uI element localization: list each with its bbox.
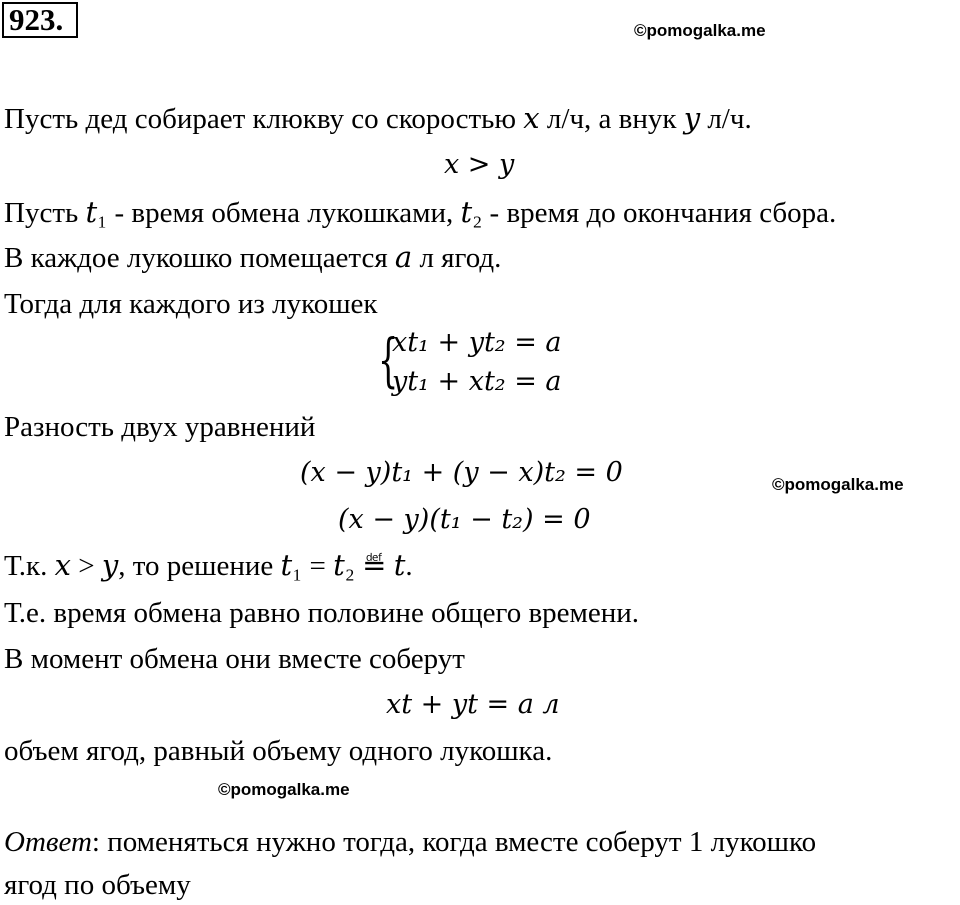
answer-line (4, 825, 816, 859)
watermark: ©pomogalka.me (772, 475, 904, 494)
formula-factored: (𝑥 − 𝑦)(𝑡₁ − 𝑡₂) = 0 (338, 504, 591, 535)
watermark: ©pomogalka.me (218, 780, 350, 799)
text-line-difference: Разность двух уравнений (4, 411, 316, 443)
watermark: ©pomogalka.me (634, 21, 766, 40)
text-line-together: В момент обмена они вместе соберут (4, 643, 465, 675)
formula-difference: (𝑥 − 𝑦)𝑡₁ + (𝑦 − 𝑥)𝑡₂ = 0 (300, 457, 623, 488)
text-line-volume: объем ягод, равный объему одного лукошка. (4, 735, 553, 767)
text-line-solution: Т.к. 𝑥 > 𝑦, то решение 𝑡₁ = 𝑡₂ ≝ 𝑡. (4, 550, 413, 582)
text-line-half-time: Т.е. время обмена равно половине общего времени. (4, 597, 640, 629)
system-brace: { (378, 326, 399, 394)
answer-label: Ответ (4, 826, 92, 858)
formula-inequality: 𝑥 > 𝑦 (444, 149, 515, 180)
text-line-speeds: Пусть дед собирает клюкву со скоростью 𝑥 л/ч, а внук 𝑦 л/ч. (4, 103, 752, 135)
system-equation-1: 𝑥𝑡₁ + 𝑦𝑡₂ = 𝑎 (392, 327, 562, 358)
text-line-times: Пусть 𝑡₁ - время обмена лукошками, 𝑡₂ - время до окончания сбора. (4, 197, 837, 229)
text-line-capacity: В каждое лукошко помещается 𝑎 л ягод. (4, 242, 502, 274)
answer-line-2: ягод по объему (4, 869, 191, 901)
answer-text: : поменяться нужно тогда, когда вместе соберут 1 лукошко (91, 826, 817, 858)
text-line-each-basket: Тогда для каждого из лукошек (4, 288, 378, 320)
formula-total: 𝑥𝑡 + 𝑦𝑡 = 𝑎 л (386, 689, 560, 720)
problem-number: 923. (2, 2, 78, 38)
system-equation-2: 𝑦𝑡₁ + 𝑥𝑡₂ = 𝑎 (392, 366, 562, 397)
